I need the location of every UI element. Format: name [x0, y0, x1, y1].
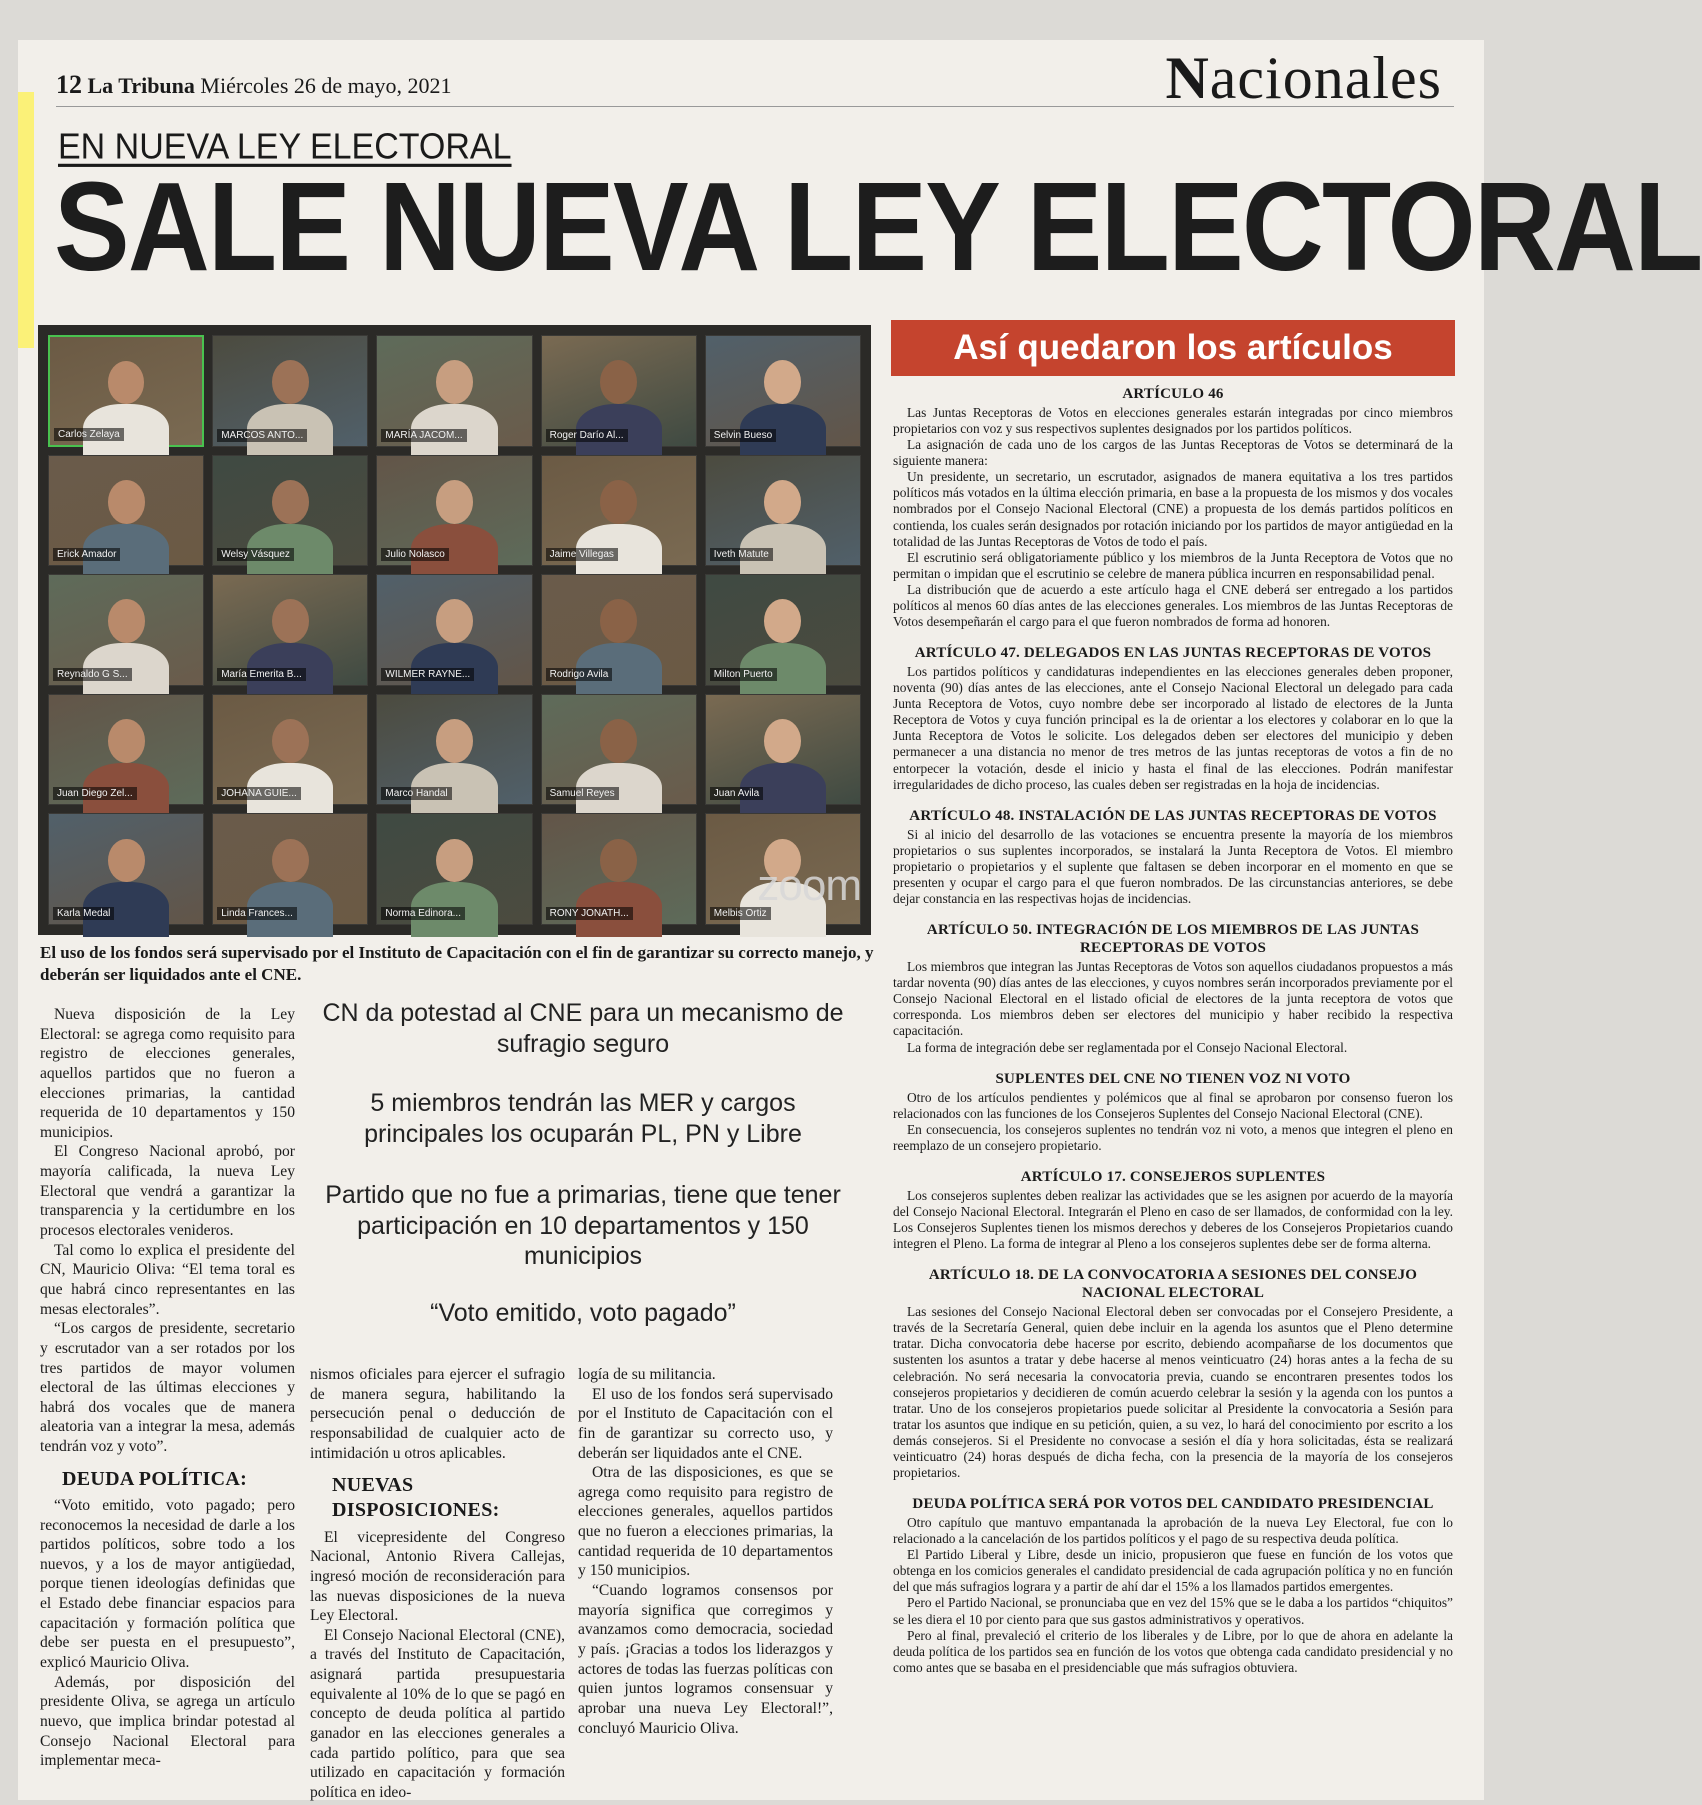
article-paragraph: La asignación de cada uno de los cargos de las Juntas Receptoras de Votos se determinará de la siguiente manera:: [893, 437, 1453, 469]
participant-tile: [48, 455, 204, 567]
participant-name: Samuel Reyes: [546, 787, 619, 800]
person-head: [272, 480, 309, 524]
participant-tile: [541, 813, 697, 925]
article-paragraph: Pero el Partido Nacional, se pronunciaba que en vez del 15% que se le daba a los partidos “chiquitos” se les diera el 10 por ciento para que sus gastos administrativos y operativos.: [893, 1595, 1453, 1627]
participant-name: MARCOS ANTO...: [217, 429, 307, 442]
article-paragraph: Otro de los artículos pendientes y polémicos que al final se aprobaron por consenso fueron los relacionados con las funciones de los Consejeros Suplentes del Consejo Nacional Electoral (CNE).: [893, 1089, 1453, 1121]
video-call-photo: [38, 325, 871, 935]
pullquote: CN da potestad al CNE para un mecanismo de sufragio seguro: [322, 999, 844, 1058]
participant-name: Jaime Villegas: [546, 548, 618, 561]
participant-name: Selvin Bueso: [710, 429, 776, 442]
person-head: [436, 360, 473, 404]
article-kicker: EN NUEVA LEY ELECTORAL: [58, 127, 512, 167]
article-paragraph: El Partido Liberal y Libre, desde un inicio, propusieron que fuese en función de los votos que obtenga en los comicios generales el candidato presidencial de cada agrupación política y no en función del que más sufragios lograra y a partir de ahí dar el 15% a los llamados partidos emergentes.: [893, 1547, 1453, 1595]
article-paragraph: En consecuencia, los consejeros suplentes no tendrán voz ni voto, a menos que integren el pleno en reemplazo de un consejero propietario.: [893, 1121, 1453, 1153]
photo-caption: El uso de los fondos será supervisado por el Instituto de Capacitación con el fin de garantizar su correcto manejo, y deberán ser liquidados ante el CNE.: [40, 943, 874, 985]
person-head: [108, 599, 145, 643]
participant-tile: [705, 574, 861, 686]
person-head: [600, 839, 637, 883]
body-paragraph: Nueva disposición de la Ley Electoral: se agrega como requisito para registro de elecciones generales, aquellos partidos que no fueron a elecciones primarias, la cantidad requerida de 10 departamentos y 150 municipios.: [40, 1006, 295, 1141]
person-head: [108, 361, 145, 404]
participant-tile: [541, 694, 697, 806]
participant-tile: [705, 455, 861, 567]
body-paragraph: nismos oficiales para ejercer el sufragio de manera segura, habilitando la persecución penal o deducción de responsabilidad de cualquier acto de intimidación u otros aplicables.: [310, 1366, 565, 1462]
section-title: Nacionales: [1165, 45, 1442, 111]
person-head: [108, 839, 145, 883]
person-head: [600, 719, 637, 763]
participant-name: WILMER RAYNE...: [381, 668, 474, 681]
participant-name: Milton Puerto: [710, 668, 777, 681]
article-paragraph: Las sesiones del Consejo Nacional Electoral deben ser convocadas por el Consejero Presidente, a través de la Secretaría General, quien debe incluir en la agenda los asuntos que el Pleno determine tratar. Dicha convocatoria debe hacerse por escrito, debiendo acompañarse de los documentos que sustenten los asuntos a tratar y debe hacerse al menos veinticuatro (24) horas antes a la fecha de su celebración. No será necesaria la convocatoria previa, cuando se encontraren presentes todos los consejeros propietarios y decidieren de común acuerdo celebrar la sesión y la agenda con los puntos a tratar. Uno de los consejeros propietarios puede solicitar al Presidente la convocatoria a Sesión para tratar los asuntos que indique en su petición, quien, a su vez, lo hará del conocimiento por escrito a los demás consejeros. Si el Presidente no convocase a sesión el día y hora solicitadas, ésta se realizará veinticuatro (24) horas después de dicha fecha, con la presencia de la mayoría de los consejeros propietarios.: [893, 1304, 1453, 1480]
body-paragraph: Además, por disposición del presidente Oliva, se agrega un artículo nuevo, que implica brindar potestad al Consejo Nacional Electoral para implementar meca-: [40, 1673, 295, 1770]
subhead: DEUDA POLÍTICA:: [62, 1467, 248, 1490]
participant-name: Juan Diego Zel...: [53, 787, 137, 800]
person-head: [272, 839, 309, 883]
zoom-logo: zoom: [757, 861, 861, 910]
person-head: [436, 719, 473, 763]
article-paragraph: Un presidente, un secretario, un escrutador, asignados de manera equitativa a los tres partidos políticos más votados en la última elección primaria, en base a la propuesta de los mismos y dos vocales nombrados por el Consejo Nacional Electoral (CNE) a propuesta de los demás partidos políticos en contienda, los cuales serán designados por rotación iniciando por los partidos de mayor antigüedad en la totalidad de las Juntas Receptoras de Votos de todo el país.: [893, 469, 1453, 549]
article-heading: ARTÍCULO 18. DE LA CONVOCATORIA A SESIONES DEL CONSEJO NACIONAL ELECTORAL: [928, 1267, 1418, 1302]
participant-tile: [376, 694, 532, 806]
pullquote: 5 miembros tendrán las MER y cargos principales los ocuparán PL, PN y Libre: [364, 1089, 802, 1148]
person-head: [436, 839, 473, 883]
person-head: [436, 599, 473, 643]
article-headline: SALE NUEVA LEY ELECTORAL: [54, 156, 1702, 297]
body-paragraph: El vicepresidente del Congreso Nacional, Antonio Rivera Callejas, ingresó moción de reconsideración para las nuevas disposiciones de la nueva Ley Electoral.: [310, 1528, 565, 1625]
participant-name: Norma Edinora...: [381, 907, 465, 920]
participant-name: RONY JONATH...: [546, 907, 633, 920]
page-number: 12: [56, 70, 82, 99]
participant-name: Linda Frances...: [217, 907, 297, 920]
participant-tile: [376, 574, 532, 686]
participant-tile: [212, 335, 368, 447]
body-paragraph: El Consejo Nacional Electoral (CNE), a través del Instituto de Capacitación, asignará partida presupuestaria equivalente al 10% de lo que se pagó en concepto de deuda política al partido ganador en las elecciones generales a cada partido político, para que sea utilizado en capacitación y formación política en ideo-: [310, 1626, 565, 1801]
body-column-1: [40, 1005, 295, 1771]
sidebar-title: Así quedaron los artículos: [891, 320, 1455, 376]
paper-name: La Tribuna: [87, 73, 195, 98]
article-paragraph: Los miembros que integran las Juntas Receptoras de Votos son aquellos ciudadanos propuestos a más tardar noventa (90) días antes de las elecciones, y cuyos nombres serán incorporados previamente por el Consejo Nacional Electoral en el listado oficial de electores de la junta receptora de votos que corresponda. Los miembros deben ser electores del municipio y haber recibido la respectiva capacitación.: [893, 959, 1453, 1039]
participant-name: JOHANA GUIE...: [217, 787, 301, 800]
participant-name: Iveth Matute: [710, 548, 773, 561]
person-head: [272, 719, 309, 763]
body-paragraph: El Congreso Nacional aprobó, por mayoría calificada, la nueva Ley Electoral que vendrá a garantizar la transparencia y la certidumbre en los procesos electorales venideros.: [40, 1143, 295, 1240]
participant-name: Marco Handal: [381, 787, 451, 800]
newspaper-page: [18, 40, 1702, 1801]
body-paragraph: Otra de las disposiciones, es que se agrega como requisito para registro de elecciones generales, aquellos partidos que no fueron a elecciones primarias, la cantidad requerida de 10 departamentos y 150 municipios.: [578, 1464, 833, 1580]
article-paragraph: La forma de integración debe ser reglamentada por el Consejo Nacional Electoral.: [907, 1039, 1348, 1055]
pullquote: “Voto emitido, voto pagado”: [430, 1299, 736, 1327]
participant-tile: [48, 574, 204, 686]
participant-name: Melbis Ortiz: [710, 907, 771, 920]
participant-name: Julio Nolasco: [381, 548, 448, 561]
article-paragraph: Si al inicio del desarrollo de las votaciones se encuentra presente la mayoría de los miembros propietarios o sus suplentes incorporados, se instalará la Junta Receptora de Votos. El miembro propietario o propietarios y el suplente que faltasen se deben incorporar en el momento en que se presenten y ocupar el cargo para el que fueron nombrados. De las circunstancias anteriores, se debe dejar constancia en las respectivas hojas de incidencias.: [893, 826, 1453, 907]
article-heading: ARTÍCULO 46: [1122, 386, 1224, 402]
participant-name: María Emerita B...: [217, 668, 306, 681]
participant-tile: [48, 694, 204, 806]
issue-date: Miércoles 26 de mayo, 2021: [200, 73, 452, 98]
participant-name: Erick Amador: [53, 548, 120, 561]
person-head: [764, 719, 801, 763]
article-paragraph: Las Juntas Receptoras de Votos en elecciones generales estarán integradas por cinco miembros propietarios con voz y sus respectivos suplentes designados por los partidos políticos.: [893, 405, 1453, 437]
highlighter-mark: [18, 92, 34, 348]
subhead: NUEVAS DISPOSICIONES:: [332, 1474, 500, 1522]
participant-tile: [48, 335, 204, 447]
body-column-3: [578, 1365, 833, 1738]
article-paragraph: Otro capítulo que mantuvo empantanada la aprobación de la nueva Ley Electoral, fue con lo relacionado a la cancelación de los partidos políticos y el pago de su respectiva deuda política.: [893, 1515, 1453, 1547]
article-heading: ARTÍCULO 50. INTEGRACIÓN DE LOS MIEMBROS DE LAS JUNTAS RECEPTORAS DE VOTOS: [926, 922, 1420, 957]
participant-name: Rodrigo Avila: [546, 668, 613, 681]
participant-tile: [48, 813, 204, 925]
person-head: [272, 599, 309, 643]
article-paragraph: La distribución que de acuerdo a este artículo haga el CNE deberá ser entregado a los partidos políticos al menos 60 días antes de las elecciones generales. Los miembros de las Juntas Receptoras de Votos desempeñarán el cargo para el que fueron nombrados de forma ad honoren.: [893, 581, 1453, 630]
article-heading: ARTÍCULO 17. CONSEJEROS SUPLENTES: [1020, 1168, 1326, 1185]
body-paragraph: “Cuando logramos consensos por mayoría significa que corregimos y avanzamos como democracia, sociedad y país. ¡Gracias a todos los liderazgos y actores de todas las fuerzas políticas con quien juntos logramos consensuar y aprobar una nueva Ley Electoral!”, concluyó Mauricio Oliva.: [578, 1582, 833, 1737]
participant-tile: [212, 574, 368, 686]
body-paragraph: El uso de los fondos será supervisado por el Instituto de Capacitación con el fin de garantizar su correcto uso, y deberán ser liquidados ante el CNE.: [578, 1385, 833, 1462]
participant-name: Reynaldo G S...: [53, 668, 132, 681]
participant-tile: [541, 574, 697, 686]
article-heading: ARTÍCULO 47. DELEGADOS EN LAS JUNTAS RECEPTORAS DE VOTOS: [914, 645, 1432, 662]
participant-name: Roger Darío Al...: [546, 429, 628, 442]
person-head: [108, 480, 145, 524]
body-paragraph: Tal como lo explica el presidente del CN, Mauricio Oliva: “El tema toral es que habrá cinco representantes en las mesas electorales”.: [40, 1241, 295, 1318]
person-head: [600, 360, 637, 404]
header-rule: [56, 106, 1454, 107]
body-column-2: [310, 1365, 565, 1803]
participant-name: MARÍA JACOM...: [381, 429, 466, 442]
article-heading: DEUDA POLÍTICA SERÁ POR VOTOS DEL CANDIDATO PRESIDENCIAL: [912, 1496, 1434, 1513]
participant-name: Juan Avila: [710, 787, 763, 800]
participant-tile: [376, 455, 532, 567]
person-head: [764, 480, 801, 524]
participant-tile: [541, 455, 697, 567]
participant-name: Karla Medal: [53, 907, 114, 920]
body-paragraph: “Voto emitido, voto pagado; pero reconocemos la necesidad de darle a los partidos políticos, sobre todo a los nuevos, y a los de mayor antigüedad, porque tienen ideologías definidas que el Estado debe financiar espacios para capacitación y formación política que debe ser puesta en el presupuesto”, explicó Mauricio Oliva.: [40, 1496, 295, 1672]
body-paragraph: “Los cargos de presidente, secretario y escrutador van a ser rotados por los tres partidos de mayor volumen electoral de las últimas elecciones y habrá dos vocales que de manera aleatoria van a integrar la mesa, además tendrán voz y voto”.: [40, 1320, 295, 1456]
participant-tile: [705, 335, 861, 447]
article-paragraph: El escrutinio será obligatoriamente público y los miembros de la Junta Receptora de Votos que no permitan o impidan que el escrutinio se celebre de manera pública incurren en responsabilidad penal.: [893, 549, 1453, 581]
participant-tile: [212, 813, 368, 925]
article-heading: SUPLENTES DEL CNE NO TIENEN VOZ NI VOTO: [995, 1070, 1351, 1087]
participant-tile: [705, 694, 861, 806]
participant-name: Carlos Zelaya: [54, 428, 124, 441]
person-head: [436, 480, 473, 524]
participant-tile: [376, 813, 532, 925]
pullquote: Partido que no fue a primarias, tiene que tener participación en 10 departamentos y 150 municipios: [325, 1181, 841, 1270]
participant-tile: [212, 694, 368, 806]
participant-tile: [376, 335, 532, 447]
person-head: [600, 480, 637, 524]
article-paragraph: Los consejeros suplentes deben realizar las actividades que se les asignen por acuerdo de la mayoría del Consejo Nacional Electoral. Integrarán el Pleno en caso de ser llamados, de conformidad con la ley. Los Consejeros Suplentes tienen los mismos derechos y deberes de los Consejeros Propietarios cuando integren el Pleno. La forma de integrar al Pleno a los consejeros suplentes debe ser de forma alterna.: [893, 1187, 1453, 1252]
body-paragraph: logía de su militancia.: [578, 1366, 716, 1383]
participant-tile: [212, 455, 368, 567]
person-head: [108, 719, 145, 763]
articles-sidebar: [893, 385, 1453, 1676]
person-head: [272, 360, 309, 404]
article-paragraph: Pero al final, prevaleció el criterio de los liberales y de Libre, por lo que de ahora en adelante la deuda política de los partidos sea en función de los votos que obtenga cada candidato presidencial y no como antes que se basaba en el presidenciable que más sufragios obtuviera.: [893, 1627, 1453, 1675]
masthead-folio: [56, 70, 452, 100]
participant-tile: [541, 335, 697, 447]
article-heading: ARTÍCULO 48. INSTALACIÓN DE LAS JUNTAS RECEPTORAS DE VOTOS: [909, 807, 1437, 824]
article-paragraph: Los partidos políticos y candidaturas independientes en las elecciones generales deben proponer, noventa (90) días antes de las elecciones, ante el Consejo Nacional Electoral un delegado para cada Junta Receptora de Votos, cuyo nombre debe ser incorporado al listado de electores de la Junta Receptora de Votos y cuya función principal es la de orientar a los electores y colaborar en lo que la Junta Receptora de Votos le solicite. Los delegados deben ser electores del municipio y deben permanecer a una distancia no menor de tres metros de las juntas receptoras de votos a fin de no entorpecer la votación, desde el inicio y hasta el final de las elecciones. Podrán manifestar irregularidades de dicho proceso, las cuales deben ser registradas en la hoja de incidencias.: [893, 664, 1453, 792]
participant-name: Welsy Vásquez: [217, 548, 294, 561]
